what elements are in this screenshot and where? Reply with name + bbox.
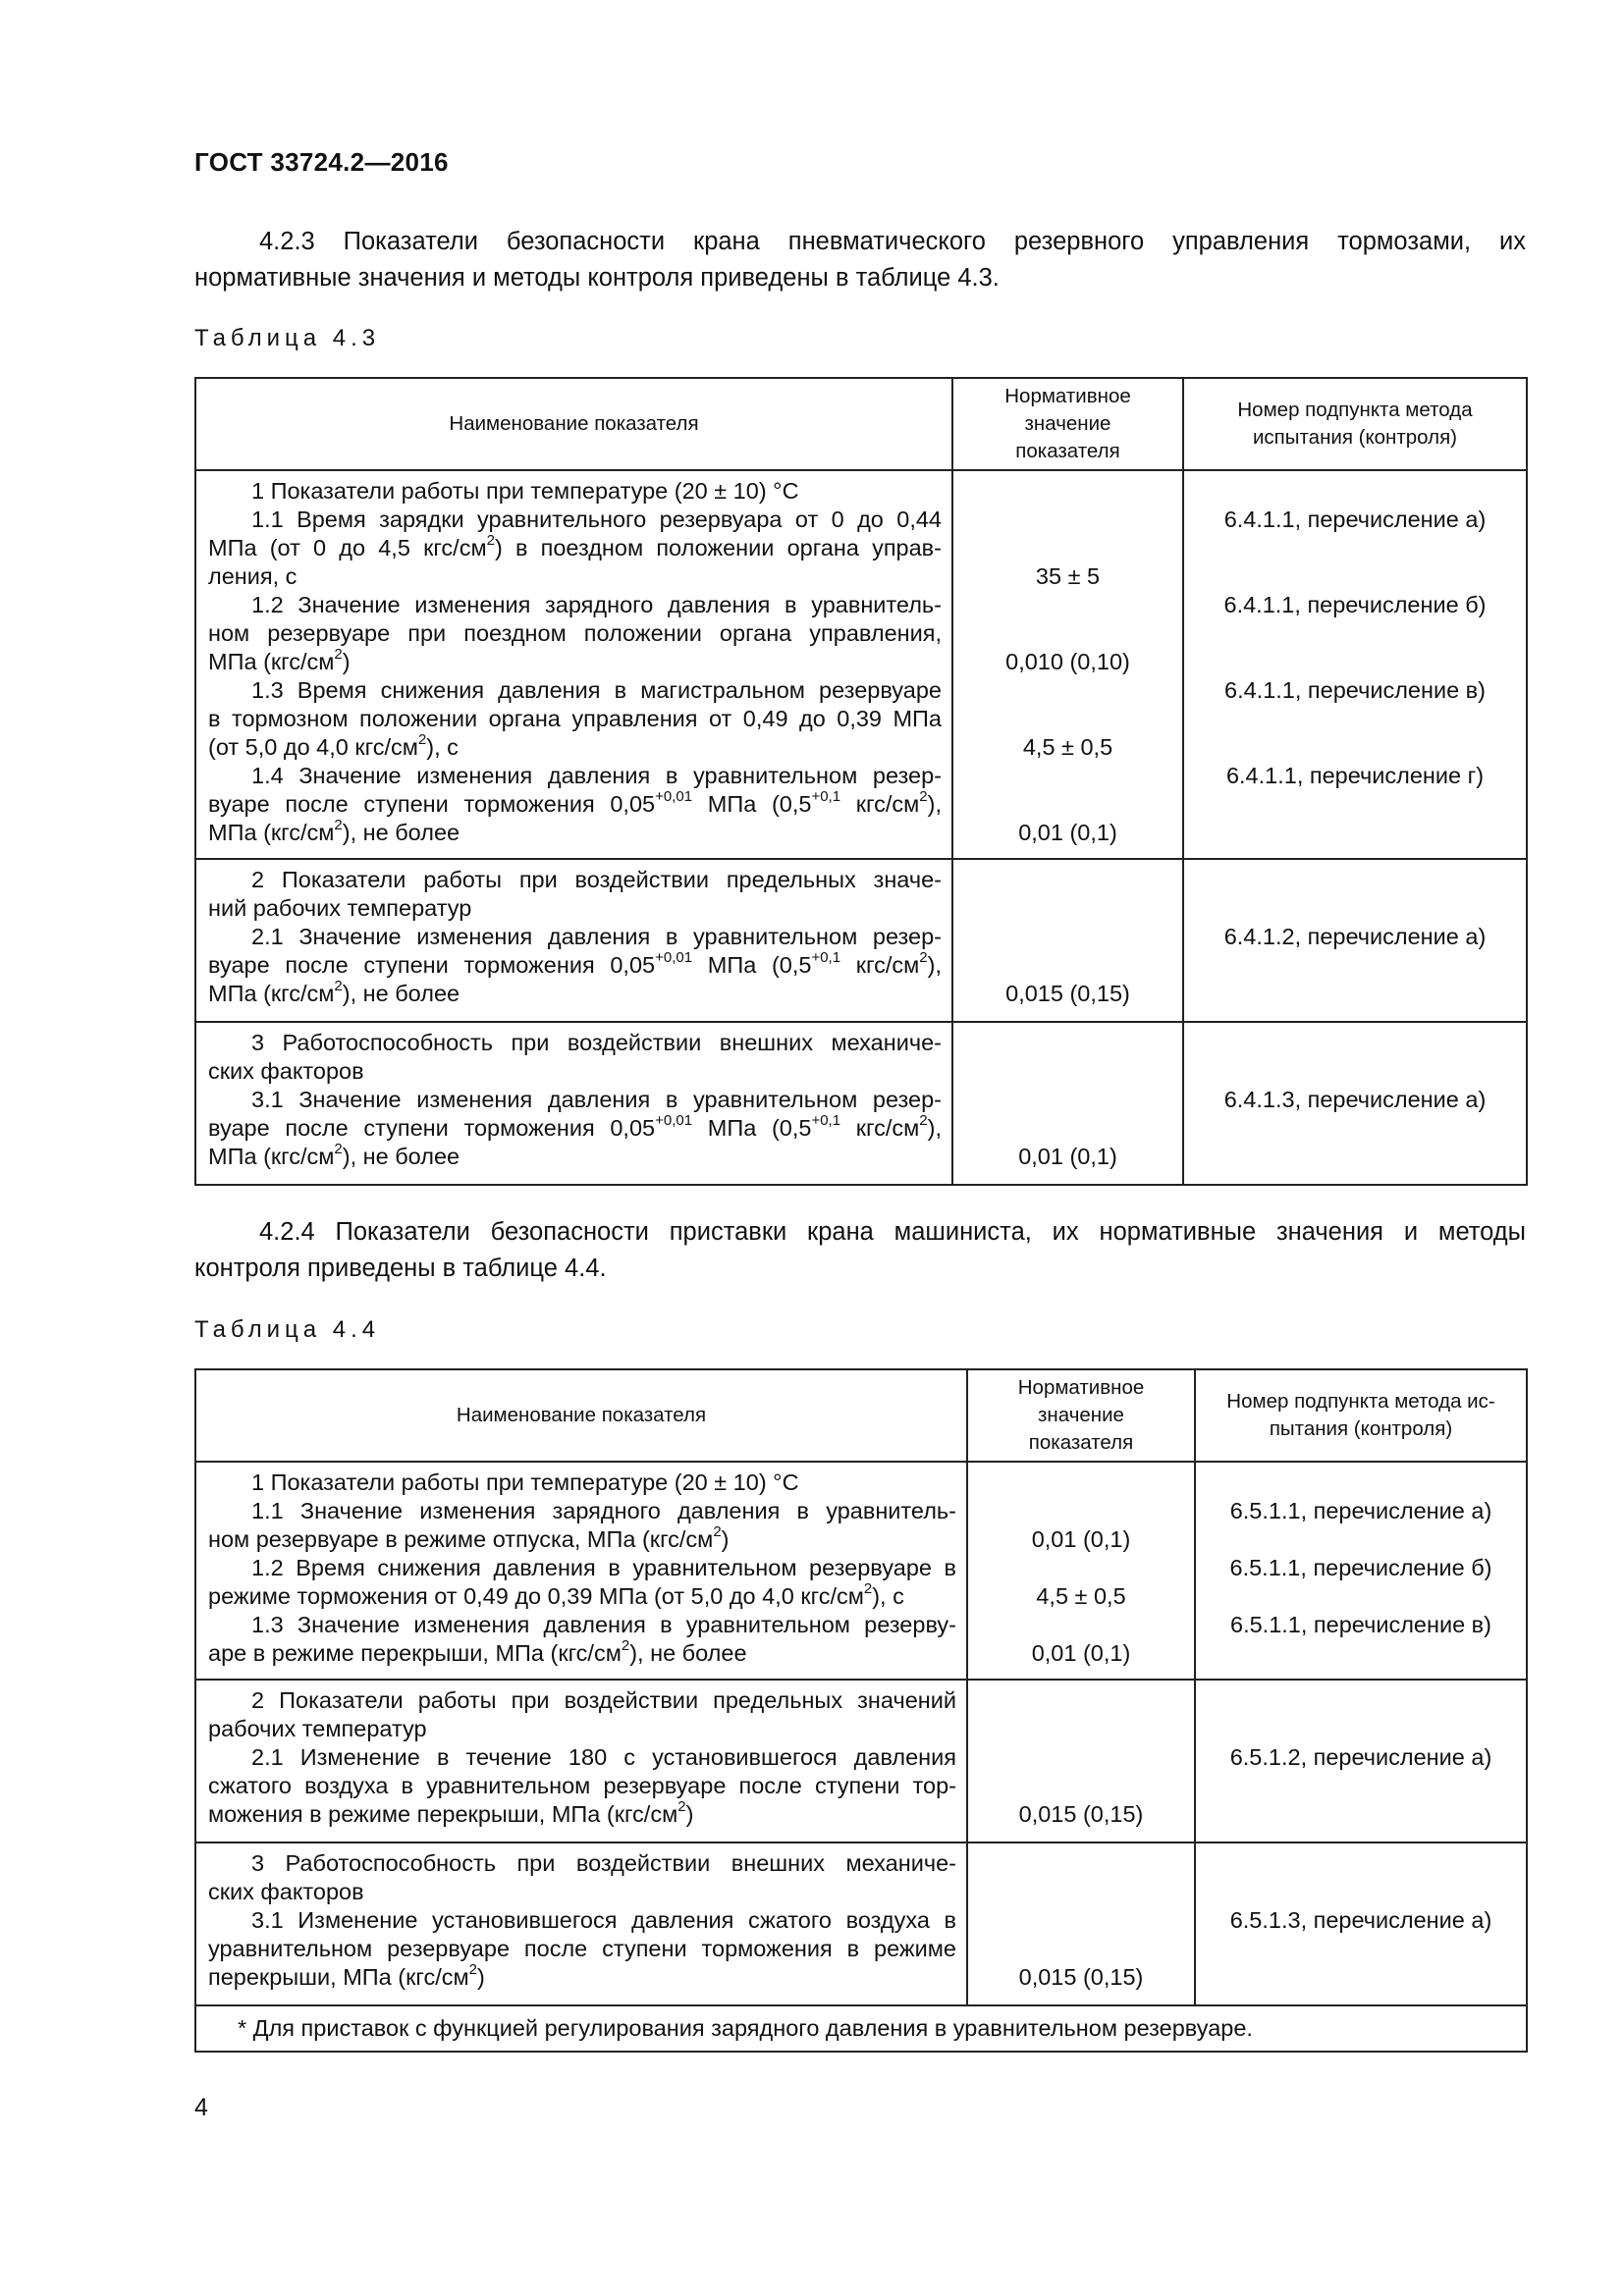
indicator-cell: 3 Работоспособность при воздействии внешних механиче- ских факторов 3.1 Изменение установившегося давления сжатого воздуха в уравнительном резервуаре после ступени торможения в режиме перекрыши, МПа $(кгс/см^2)$ bbox=[195, 1842, 967, 2005]
table-row bbox=[195, 1462, 1527, 1680]
table-row bbox=[195, 859, 1527, 1022]
value-cell: 0,01 (0,1) bbox=[952, 1022, 1183, 1185]
table-caption: Таблица 4.3 bbox=[194, 325, 381, 351]
value-cell: 0,015 (0,15) bbox=[967, 1680, 1195, 1842]
indicator-cell: 3 Работоспособность при воздействии внешних механиче- ских факторов 3.1 Значение изменения давления в уравнительном резер- вуаре после ступени торможения $0,05^{+0,01}$ МПа ($0,5^{+0,1}$ кгс/$см^2$), МПа $(кгс/см^2)$, не более bbox=[195, 1022, 952, 1185]
column-header-norm: Нормативное значение показателя bbox=[967, 1369, 1195, 1462]
table-header-row bbox=[195, 378, 1527, 470]
table-row bbox=[195, 1680, 1527, 1842]
method-cell: 6.5.1.1, перечисление а) 6.5.1.1, перечисление б) 6.5.1.1, перечисление в) bbox=[1195, 1462, 1527, 1680]
column-header-name: Наименование показателя bbox=[195, 1369, 967, 1462]
paragraph-4-2-4 bbox=[194, 1214, 1526, 1287]
method-cell: 6.4.1.2, перечисление а) bbox=[1183, 859, 1527, 1022]
table-4-4 bbox=[194, 1368, 1528, 2053]
document-code: ГОСТ 33724.2—2016 bbox=[194, 147, 449, 177]
paragraph-text: 4.2.3 Показатели безопасности крана пневматического резервного управления тормозами, их bbox=[259, 228, 1526, 255]
indicator-cell: 1 Показатели работы при температуре (20 ± 10) °С 1.1 Значение изменения зарядного давления в уравнитель- ном резервуаре в режиме отпуска, МПа $(кгс/см^2)$ 1.2 Время снижения давления в уравнительном резервуаре в режиме торможения от 0,49 до 0,39 МПа (от 5,0 до 4,0 кгс/$см^2$), с 1.3 Значение изменения давления в уравнительном резерву- аре в режиме перекрыши, МПа $(кгс/см^2)$, не более bbox=[195, 1462, 967, 1680]
indicator-cell: 1 Показатели работы при температуре (20 ± 10) °С 1.1 Время зарядки уравнительного резервуара от 0 до 0,44 МПа (от 0 до 4,5 кгс/$см^2$) в поездном положении органа управ- ления, с 1.2 Значение изменения зарядного давления в уравнитель- ном резервуаре при поездном положении органа управления, МПа $(кгс/см^2)$ 1.3 Время снижения давления в магистральном резервуаре в тормозном положении органа управления от 0,49 до 0,39 МПа (от 5,0 до 4,0 кгс/$см^2$), с 1.4 Значение изменения давления в уравнительном резер- вуаре после ступени торможения $0,05^{+0,01}$ МПа ($0,5^{+0,1}$ кгс/$см^2$), МПа $(кгс/см^2)$, не более bbox=[195, 470, 952, 859]
value-cell: 0,015 (0,15) bbox=[952, 859, 1183, 1022]
table-row bbox=[195, 470, 1527, 859]
column-header-method: Номер подпункта метода испытания (контроля) bbox=[1183, 378, 1527, 470]
paragraph-text: 4.2.4 Показатели безопасности приставки крана машиниста, их нормативные значения и методы bbox=[259, 1218, 1526, 1246]
value-cell: 35 ± 5 0,010 (0,10) 4,5 ± 0,5 0,01 (0,1) bbox=[952, 470, 1183, 859]
method-cell: 6.4.1.1, перечисление а) 6.4.1.1, перечисление б) 6.4.1.1, перечисление в) 6.4.1.1, перечисление г) bbox=[1183, 470, 1527, 859]
method-cell: 6.5.1.3, перечисление а) bbox=[1195, 1842, 1527, 2005]
value-cell: 0,015 (0,15) bbox=[967, 1842, 1195, 2005]
column-header-name: Наименование показателя bbox=[195, 378, 952, 470]
paragraph-text: контроля приведены в таблице 4.4. bbox=[194, 1255, 607, 1282]
table-footnote-row bbox=[195, 2005, 1527, 2052]
table-4-3 bbox=[194, 377, 1528, 1186]
indicator-cell: 2 Показатели работы при воздействии предельных значе- ний рабочих температур 2.1 Значение изменения давления в уравнительном резер- вуаре после ступени торможения $0,05^{+0,01}$ МПа ($0,5^{+0,1}$ кгс/$см^2$), МПа $(кгс/см^2)$, не более bbox=[195, 859, 952, 1022]
paragraph-4-2-3 bbox=[194, 224, 1526, 296]
method-cell: 6.4.1.3, перечисление а) bbox=[1183, 1022, 1527, 1185]
method-cell: 6.5.1.2, перечисление а) bbox=[1195, 1680, 1527, 1842]
indicator-cell: 2 Показатели работы при воздействии предельных значений рабочих температур 2.1 Изменение в течение 180 с установившегося давления сжатого воздуха в уравнительном резервуаре после ступени тор- можения в режиме перекрыши, МПа $(кгс/см^2)$ bbox=[195, 1680, 967, 1842]
column-header-norm: Нормативное значение показателя bbox=[952, 378, 1183, 470]
page-number: 4 bbox=[194, 2094, 208, 2121]
table-header-row bbox=[195, 1369, 1527, 1462]
table-row bbox=[195, 1022, 1527, 1185]
column-header-method: Номер подпункта метода ис- пытания (контроля) bbox=[1195, 1369, 1527, 1462]
paragraph-text: нормативные значения и методы контроля приведены в таблице 4.3. bbox=[194, 264, 1000, 292]
value-cell: 0,01 (0,1) 4,5 ± 0,5 0,01 (0,1) bbox=[967, 1462, 1195, 1680]
table-caption: Таблица 4.4 bbox=[194, 1316, 381, 1343]
table-row bbox=[195, 1842, 1527, 2005]
table-footnote: * Для приставок с функцией регулирования зарядного давления в уравнительном резервуаре. bbox=[195, 2005, 1527, 2052]
